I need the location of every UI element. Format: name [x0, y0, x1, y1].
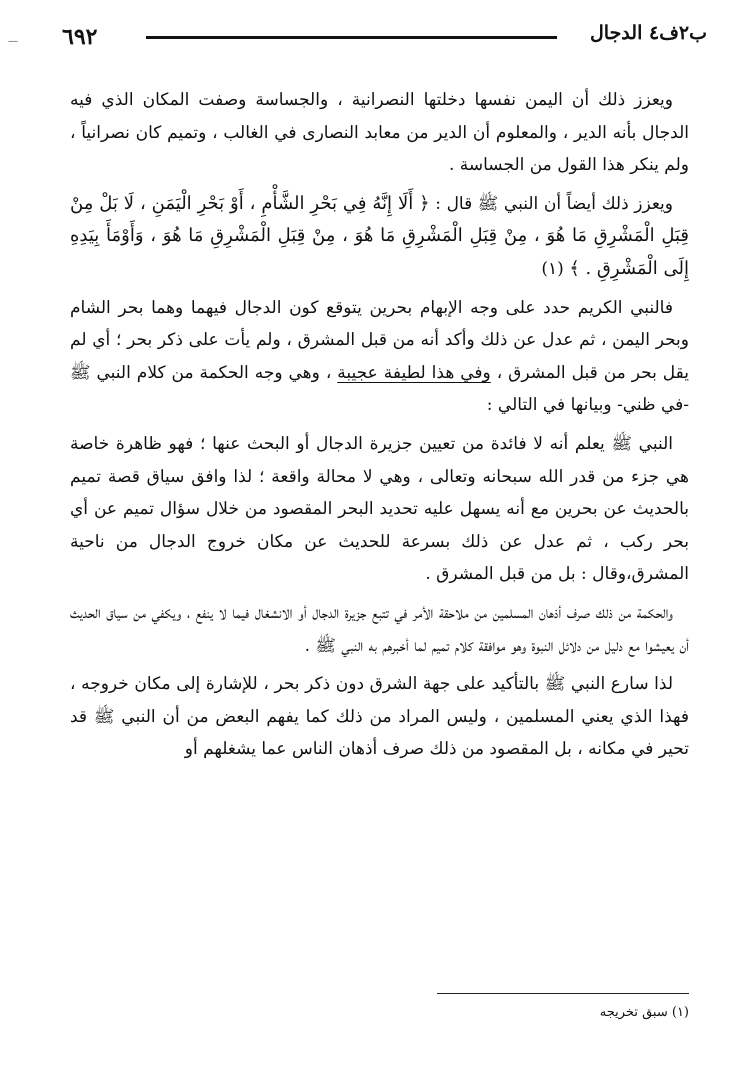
paragraph-6 — [70, 668, 689, 766]
paragraph-1 — [70, 84, 689, 182]
body-text — [70, 84, 689, 772]
hadith-quote: ﴿ أَلَا إِنَّهُ فِي بَحْرِ الشَّأْمِ ، أَوْ بَحْرِ الْيَمَنِ ، لَا بَلْ مِنْ قِبَلِ الْمَشْرِقِ مَا هُوَ ، مِنْ قِبَلِ الْمَشْرِقِ مَا هُوَ ، مِنْ قِبَلِ الْمَشْرِقِ مَا هُوَ ، وَأَوْمَأَ بِيَدِهِ إِلَى الْمَشْرِقِ . ﴾ — [70, 192, 689, 279]
footnote-divider — [437, 993, 689, 994]
margin-mark: — — [8, 36, 18, 47]
page-number: ٦٩٢ — [62, 24, 98, 50]
footnote-reference[interactable]: (١) — [541, 258, 564, 279]
paragraph-4-text: النبي ﷺ يعلم أنه لا فائدة من تعيين جزيرة الدجال أو البحث عنها ؛ فهو ظاهرة خاصة هي جزء من قدر الله سبحانه وتعالى ، وهي لا محالة واقعة ؛ لذا وافق سياق قصة تميم بالحديث عن بحرين مع أنه يسهل عليه تحديد البحر المقصود من خلال سؤال تميم عن أي بحر ركب ، ثم عدل عن ذلك بسرعة للحديث عن مكان خروج الدجال من ناحية المشرق،وقال : بل من قبل المشرق . — [70, 433, 689, 585]
paragraph-3 — [70, 292, 689, 422]
paragraph-2 — [70, 188, 689, 286]
footnote: (١) سبق تخريجه — [599, 1005, 689, 1020]
header-title: ب٢ف٤ الدجال — [589, 22, 707, 44]
paragraph-5-text: والحكمة من ذلك صرف أذهان المسلمين من ملاحقة الأمر في تتبع جزيرة الدجال أو الانشغال فيما لا ينفع ، ويكفي من سياق الحديث أن يعيشوا مع دليل من دلائل النبوة وهو موافقة كلام تميم لما أخبرهم به النبي ﷺ . — [70, 602, 689, 656]
paragraph-6-text: لذا سارع النبي ﷺ بالتأكيد على جهة الشرق دون ذكر بحر ، للإشارة إلى مكان خروجه ، فهذا الذي يعني المسلمين ، وليس المراد من ذلك كما يفهم البعض من أن النبي ﷺ قد تحير في مكانه ، بل المقصود من ذلك صرف أذهان الناس عما يشغلهم أو — [70, 674, 689, 760]
underlined-phrase: وفي هذا لطيفة عجيبة — [337, 362, 491, 383]
paragraph-3-after: ، وهي وجه الحكمة من كلام النبي ﷺ -في ظني- وبيانها في التالي : — [70, 362, 689, 416]
paragraph-4 — [70, 428, 689, 591]
header-rule — [146, 36, 557, 39]
paragraph-2-lead: ويعزز ذلك أيضاً أن النبي ﷺ قال : — [429, 193, 673, 214]
paragraph-3-before: فالنبي الكريم حدد على وجه الإبهام بحرين يتوقع كون الدجال فيهما وهما بحر الشام وبحر اليمن ، ثم عدل عن ذلك وأكد أنه من قبل المشرق ، ولم يأت على ذكر بحر ؛ أي لم يقل بحر من قبل المشرق ، — [70, 297, 689, 383]
running-header — [62, 22, 707, 56]
paragraph-5 — [70, 597, 689, 662]
paragraph-1-text: ويعزز ذلك أن اليمن نفسها دخلتها النصرانية ، والجساسة وصفت المكان الذي فيه الدجال بأنه الدير ، والمعلوم أن الدير من معابد النصارى في الغالب ، وتميم كان نصرانياً ، ولم ينكر هذا القول من الجساسة . — [70, 90, 689, 176]
